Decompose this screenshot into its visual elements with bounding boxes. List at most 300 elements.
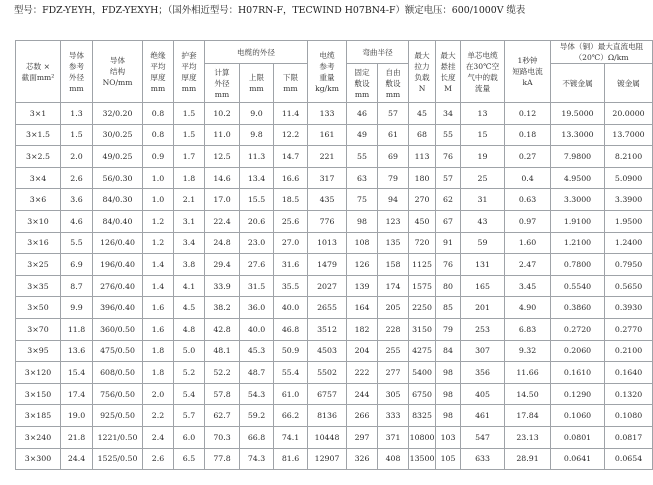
table-cell: 1.2 (143, 232, 174, 254)
table-cell: 3512 (308, 318, 347, 340)
table-row (16, 232, 653, 254)
table-cell: 5.5 (61, 232, 93, 254)
table-cell: 333 (378, 405, 409, 427)
table-cell: 1.8 (143, 340, 174, 362)
table-cell: 33.9 (205, 275, 240, 297)
table-cell: 31.5 (240, 275, 274, 297)
table-cell: 0.0641 (551, 448, 605, 470)
table-cell: 165 (461, 275, 505, 297)
table-row (16, 275, 653, 297)
table-cell: 1525/0.50 (93, 448, 143, 470)
table-cell: 1575 (409, 275, 436, 297)
table-cell: 3×120 (16, 362, 61, 384)
table-cell: 84/0.40 (93, 210, 143, 232)
table-cell: 11.0 (205, 124, 240, 146)
table-cell: 1.2100 (551, 232, 605, 254)
table-cell: 547 (461, 426, 505, 448)
table-cell: 3×4 (16, 167, 61, 189)
table-cell: 3.4 (174, 232, 205, 254)
header-max-tension: 最大 拉力 负载 N (409, 41, 436, 103)
cable-spec-table (15, 40, 653, 470)
table-cell: 14.7 (274, 146, 308, 168)
table-cell: 36.0 (240, 297, 274, 319)
table-row (16, 210, 653, 232)
table-cell: 3×16 (16, 232, 61, 254)
header-bend-free: 自由 敷设 mm (378, 64, 409, 103)
table-cell: 1.9100 (551, 210, 605, 232)
table-cell: 0.4 (505, 167, 551, 189)
table-cell: 80 (436, 275, 461, 297)
table-cell: 2.0 (143, 383, 174, 405)
table-cell: 15.4 (61, 362, 93, 384)
table-cell: 1.0 (143, 189, 174, 211)
table-cell: 6.0 (174, 426, 205, 448)
table-cell: 98 (436, 362, 461, 384)
table-cell: 43 (461, 210, 505, 232)
table-cell: 0.0654 (605, 448, 653, 470)
table-cell: 180 (409, 167, 436, 189)
table-cell: 1.4 (143, 275, 174, 297)
header-spec: 芯数 × 截面mm² (16, 41, 61, 103)
table-cell: 2655 (308, 297, 347, 319)
header-od-calc: 计算 外径 mm (205, 64, 240, 103)
table-cell: 2.4 (143, 426, 174, 448)
table-cell: 0.7950 (605, 254, 653, 276)
table-cell: 54.3 (240, 383, 274, 405)
table-cell: 3×300 (16, 448, 61, 470)
table-row (16, 405, 653, 427)
table-cell: 49/0.25 (93, 146, 143, 168)
table-cell: 10448 (308, 426, 347, 448)
header-conductor-diameter: 导体 参考 外径 mm (61, 41, 93, 103)
header-resistance-group: 导体（铜）最大直流电阻（20℃）Ω/km (551, 41, 653, 64)
table-cell: 84/0.30 (93, 189, 143, 211)
table-cell: 5.0 (174, 340, 205, 362)
table-cell: 0.1290 (551, 383, 605, 405)
table-row (16, 426, 653, 448)
table-cell: 0.1640 (605, 362, 653, 384)
table-cell: 3×1.5 (16, 124, 61, 146)
table-cell: 0.2770 (605, 318, 653, 340)
table-cell: 45.3 (240, 340, 274, 362)
table-cell: 9.0 (240, 103, 274, 125)
table-cell: 59.2 (240, 405, 274, 427)
table-cell: 277 (378, 362, 409, 384)
table-cell: 27.6 (240, 254, 274, 276)
table-cell: 52.2 (205, 362, 240, 384)
table-cell: 2.47 (505, 254, 551, 276)
table-cell: 22.4 (205, 210, 240, 232)
table-cell: 270 (409, 189, 436, 211)
table-cell: 3×2.5 (16, 146, 61, 168)
table-cell: 305 (378, 383, 409, 405)
table-cell: 38.2 (205, 297, 240, 319)
table-cell: 59 (461, 232, 505, 254)
table-cell: 3.3000 (551, 189, 605, 211)
header-od-lower: 下限 mm (274, 64, 308, 103)
table-cell: 4.1 (174, 275, 205, 297)
table-cell: 228 (378, 318, 409, 340)
table-cell: 326 (347, 448, 378, 470)
table-cell: 1.4 (143, 254, 174, 276)
table-cell: 1.5 (61, 124, 93, 146)
table-cell: 371 (378, 426, 409, 448)
table-cell: 2027 (308, 275, 347, 297)
table-cell: 1.5 (174, 103, 205, 125)
table-cell: 131 (461, 254, 505, 276)
table-cell: 15.5 (240, 189, 274, 211)
table-cell: 0.8 (143, 124, 174, 146)
table-cell: 3×10 (16, 210, 61, 232)
table-cell: 79 (378, 167, 409, 189)
table-cell: 3×70 (16, 318, 61, 340)
table-cell: 57.8 (205, 383, 240, 405)
table-cell: 1125 (409, 254, 436, 276)
table-cell: 46.8 (274, 318, 308, 340)
table-cell: 20.6 (240, 210, 274, 232)
table-cell: 435 (308, 189, 347, 211)
table-cell: 67 (436, 210, 461, 232)
table-cell: 266 (347, 405, 378, 427)
table-cell: 1.2 (143, 210, 174, 232)
table-cell: 98 (436, 383, 461, 405)
table-cell: 13.3000 (551, 124, 605, 146)
table-cell: 3.1 (174, 210, 205, 232)
table-cell: 6757 (308, 383, 347, 405)
table-cell: 5502 (308, 362, 347, 384)
table-cell: 2.6 (61, 167, 93, 189)
table-cell: 1.3 (61, 103, 93, 125)
table-cell: 0.0817 (605, 426, 653, 448)
table-cell: 77.8 (205, 448, 240, 470)
table-cell: 70.3 (205, 426, 240, 448)
table-cell: 0.2100 (605, 340, 653, 362)
table-cell: 0.1080 (605, 405, 653, 427)
table-cell: 164 (347, 297, 378, 319)
table-cell: 461 (461, 405, 505, 427)
header-res-plated: 镀金属 (605, 64, 653, 103)
table-cell: 113 (409, 146, 436, 168)
header-ampacity: 单芯电缆 在30℃空 气中的载 流量 (461, 41, 505, 103)
table-cell: 221 (308, 146, 347, 168)
table-cell: 57 (378, 103, 409, 125)
table-cell: 1.7 (174, 146, 205, 168)
table-cell: 253 (461, 318, 505, 340)
table-cell: 0.12 (505, 103, 551, 125)
table-cell: 103 (436, 426, 461, 448)
table-cell: 0.2060 (551, 340, 605, 362)
table-cell: 55 (436, 124, 461, 146)
table-cell: 0.5540 (551, 275, 605, 297)
table-cell: 11.8 (61, 318, 93, 340)
table-cell: 4.90 (505, 297, 551, 319)
table-cell: 105 (436, 448, 461, 470)
table-cell: 201 (461, 297, 505, 319)
table-cell: 16.6 (274, 167, 308, 189)
table-cell: 3×35 (16, 275, 61, 297)
table-cell: 1.2400 (605, 232, 653, 254)
table-cell: 23.13 (505, 426, 551, 448)
table-cell: 6.9 (61, 254, 93, 276)
table-cell: 6750 (409, 383, 436, 405)
table-cell: 0.5650 (605, 275, 653, 297)
table-cell: 19.0 (61, 405, 93, 427)
table-cell: 174 (378, 275, 409, 297)
table-cell: 40.0 (274, 297, 308, 319)
table-row (16, 189, 653, 211)
header-od-upper: 上限 mm (240, 64, 274, 103)
table-row (16, 146, 653, 168)
table-row (16, 448, 653, 470)
table-cell: 40.0 (240, 318, 274, 340)
table-cell: 8136 (308, 405, 347, 427)
table-cell: 196/0.40 (93, 254, 143, 276)
table-cell: 244 (347, 383, 378, 405)
table-cell: 76 (436, 146, 461, 168)
table-body (16, 103, 653, 470)
header-short-circuit: 1秒钟 短路电流 kA (505, 41, 551, 103)
header-bend-radius-group: 弯曲半径 (347, 41, 409, 64)
table-cell: 2.1 (174, 189, 205, 211)
table-row (16, 297, 653, 319)
table-cell: 2.2 (143, 405, 174, 427)
table-cell: 66.2 (274, 405, 308, 427)
table-cell: 98 (347, 210, 378, 232)
table-cell: 2.0 (61, 146, 93, 168)
table-cell: 123 (378, 210, 409, 232)
table-cell: 10800 (409, 426, 436, 448)
table-cell: 3.3900 (605, 189, 653, 211)
table-cell: 8.2100 (605, 146, 653, 168)
table-cell: 2250 (409, 297, 436, 319)
table-cell: 222 (347, 362, 378, 384)
table-cell: 35.5 (274, 275, 308, 297)
table-cell: 62.7 (205, 405, 240, 427)
table-cell: 255 (378, 340, 409, 362)
table-cell: 17.4 (61, 383, 93, 405)
table-cell: 4.5 (174, 297, 205, 319)
table-cell: 29.4 (205, 254, 240, 276)
table-cell: 0.63 (505, 189, 551, 211)
table-cell: 14.6 (205, 167, 240, 189)
table-row (16, 103, 653, 125)
table-cell: 11.3 (240, 146, 274, 168)
table-cell: 396/0.40 (93, 297, 143, 319)
table-cell: 61.0 (274, 383, 308, 405)
table-cell: 34 (436, 103, 461, 125)
table-cell: 21.8 (61, 426, 93, 448)
table-cell: 62 (436, 189, 461, 211)
table-cell: 75 (347, 189, 378, 211)
table-cell: 11.4 (274, 103, 308, 125)
table-cell: 76 (436, 254, 461, 276)
header-row-1 (16, 41, 653, 64)
table-cell: 91 (436, 232, 461, 254)
table-cell: 84 (436, 340, 461, 362)
table-cell: 0.18 (505, 124, 551, 146)
table-cell: 356 (461, 362, 505, 384)
table-cell: 0.7800 (551, 254, 605, 276)
table-cell: 57 (436, 167, 461, 189)
table-cell: 4275 (409, 340, 436, 362)
table-cell: 0.3930 (605, 297, 653, 319)
table-cell: 56/0.30 (93, 167, 143, 189)
table-cell: 74.3 (240, 448, 274, 470)
table-cell: 297 (347, 426, 378, 448)
table-cell: 12.2 (274, 124, 308, 146)
table-row (16, 340, 653, 362)
table-cell: 776 (308, 210, 347, 232)
table-cell: 17.0 (205, 189, 240, 211)
table-cell: 66.8 (240, 426, 274, 448)
table-cell: 81.6 (274, 448, 308, 470)
table-cell: 12907 (308, 448, 347, 470)
table-cell: 27.0 (274, 232, 308, 254)
table-cell: 360/0.50 (93, 318, 143, 340)
table-cell: 158 (378, 254, 409, 276)
table-cell: 1.6 (143, 297, 174, 319)
table-cell: 5.2 (174, 362, 205, 384)
table-row (16, 383, 653, 405)
table-cell: 3×185 (16, 405, 61, 427)
table-cell: 0.8 (143, 103, 174, 125)
table-cell: 11.66 (505, 362, 551, 384)
table-cell: 19.5000 (551, 103, 605, 125)
table-cell: 79 (436, 318, 461, 340)
table-cell: 8.7 (61, 275, 93, 297)
table-cell: 204 (347, 340, 378, 362)
table-cell: 4503 (308, 340, 347, 362)
table-cell: 4.9500 (551, 167, 605, 189)
table-cell: 450 (409, 210, 436, 232)
table-cell: 475/0.50 (93, 340, 143, 362)
table-cell: 0.97 (505, 210, 551, 232)
table-cell: 756/0.50 (93, 383, 143, 405)
table-cell: 48.1 (205, 340, 240, 362)
table-cell: 13 (461, 103, 505, 125)
table-cell: 1.8 (143, 362, 174, 384)
table-cell: 94 (378, 189, 409, 211)
table-cell: 633 (461, 448, 505, 470)
table-cell: 161 (308, 124, 347, 146)
table-cell: 1.9500 (605, 210, 653, 232)
table-cell: 4.8 (174, 318, 205, 340)
table-cell: 25.6 (274, 210, 308, 232)
table-cell: 9.32 (505, 340, 551, 362)
table-cell: 408 (378, 448, 409, 470)
table-cell: 6.5 (174, 448, 205, 470)
table-cell: 48.7 (240, 362, 274, 384)
table-cell: 0.1060 (551, 405, 605, 427)
table-cell: 3.45 (505, 275, 551, 297)
table-cell: 5400 (409, 362, 436, 384)
table-cell: 5.4 (174, 383, 205, 405)
table-cell: 31.6 (274, 254, 308, 276)
table-cell: 1.6 (143, 318, 174, 340)
table-cell: 20.0000 (605, 103, 653, 125)
table-cell: 10.2 (205, 103, 240, 125)
table-cell: 9.9 (61, 297, 93, 319)
table-cell: 317 (308, 167, 347, 189)
table-cell: 405 (461, 383, 505, 405)
table-cell: 85 (436, 297, 461, 319)
table-row (16, 362, 653, 384)
table-cell: 1.5 (174, 124, 205, 146)
header-bend-fixed: 固定 敷设 mm (347, 64, 378, 103)
table-cell: 0.1320 (605, 383, 653, 405)
table-cell: 7.9800 (551, 146, 605, 168)
table-row (16, 124, 653, 146)
table-cell: 1013 (308, 232, 347, 254)
table-cell: 68 (409, 124, 436, 146)
table-cell: 3×240 (16, 426, 61, 448)
table-cell: 15 (461, 124, 505, 146)
table-cell: 28.91 (505, 448, 551, 470)
table-cell: 2.6 (143, 448, 174, 470)
table-cell: 925/0.50 (93, 405, 143, 427)
table-cell: 0.0801 (551, 426, 605, 448)
table-cell: 608/0.50 (93, 362, 143, 384)
table-cell: 1221/0.50 (93, 426, 143, 448)
table-cell: 182 (347, 318, 378, 340)
table-cell: 0.1610 (551, 362, 605, 384)
table-cell: 3×1 (16, 103, 61, 125)
table-cell: 3150 (409, 318, 436, 340)
table-cell: 12.5 (205, 146, 240, 168)
table-cell: 13.4 (240, 167, 274, 189)
table-cell: 98 (436, 405, 461, 427)
table-cell: 45 (409, 103, 436, 125)
table-row (16, 254, 653, 276)
table-cell: 139 (347, 275, 378, 297)
header-res-bare: 不镀金属 (551, 64, 605, 103)
table-cell: 24.8 (205, 232, 240, 254)
table-row (16, 167, 653, 189)
table-cell: 3.8 (174, 254, 205, 276)
table-cell: 13500 (409, 448, 436, 470)
table-cell: 8325 (409, 405, 436, 427)
table-row (16, 318, 653, 340)
table-cell: 108 (347, 232, 378, 254)
table-cell: 13.7000 (605, 124, 653, 146)
table-cell: 3×50 (16, 297, 61, 319)
table-cell: 6.83 (505, 318, 551, 340)
table-cell: 4.6 (61, 210, 93, 232)
table-cell: 55.4 (274, 362, 308, 384)
table-cell: 3×95 (16, 340, 61, 362)
table-cell: 42.8 (205, 318, 240, 340)
table-cell: 126 (347, 254, 378, 276)
table-cell: 50.9 (274, 340, 308, 362)
table-cell: 3.6 (61, 189, 93, 211)
table-cell: 19 (461, 146, 505, 168)
table-cell: 23.0 (240, 232, 274, 254)
table-cell: 69 (378, 146, 409, 168)
table-cell: 13.6 (61, 340, 93, 362)
table-cell: 133 (308, 103, 347, 125)
table-cell: 55 (347, 146, 378, 168)
table-cell: 63 (347, 167, 378, 189)
table-cell: 49 (347, 124, 378, 146)
table-cell: 126/0.40 (93, 232, 143, 254)
table-cell: 1479 (308, 254, 347, 276)
table-cell: 3×6 (16, 189, 61, 211)
header-outer-diameter-group: 电缆的外径 (205, 41, 308, 64)
table-cell: 30/0.25 (93, 124, 143, 146)
table-cell: 0.9 (143, 146, 174, 168)
table-title: 型号：FDZ-YEYH，FDZ-YEXYH；（国外相近型号：H07RN-F，TECWIND H07BN4-F）额定电压：600/1000V 缆表 (14, 5, 526, 16)
table-cell: 1.8 (174, 167, 205, 189)
